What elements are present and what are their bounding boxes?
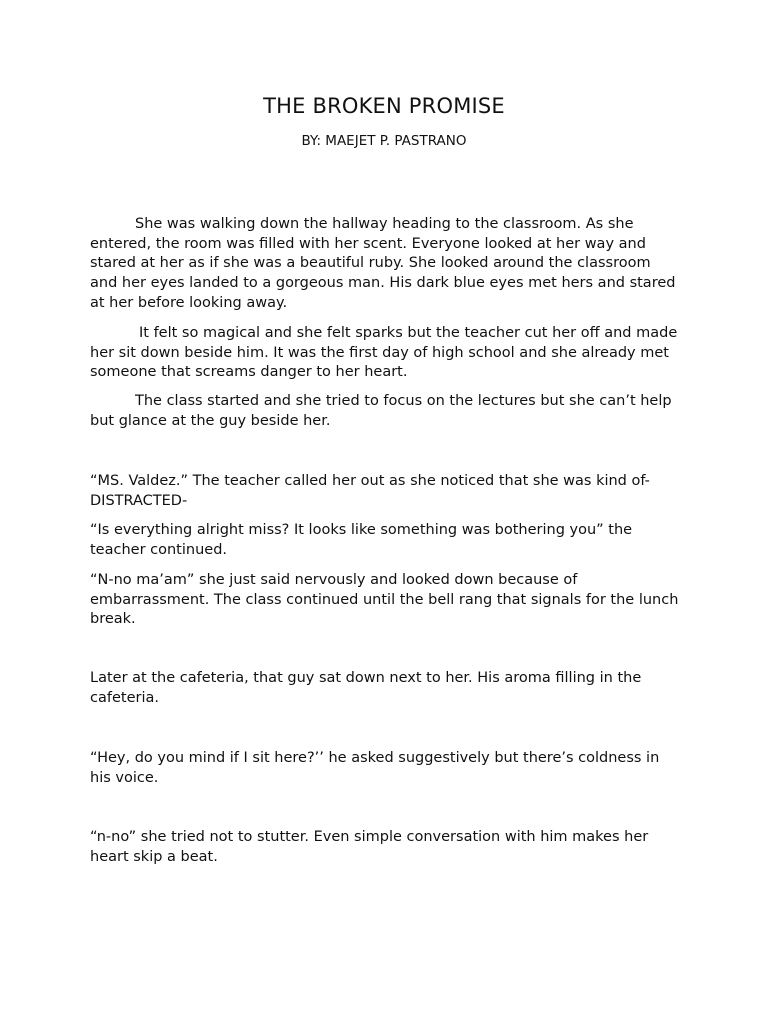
paragraph-1: She was walking down the hallway heading to the classroom. As she entered, the room was filled with her scent. Everyone looked at her way and stared at her as if she was a beautiful ruby. She looked around the classroom and her eyes landed to a gorgeous man. His dark blue eyes met hers and stared at her before looking away.: [90, 216, 676, 311]
paragraph-9: “n-no” she tried not to stutter. Even simple conversation with him makes her heart skip a beat.: [90, 829, 649, 865]
paragraph-4: “MS. Valdez.” The teacher called her out as she noticed that she was kind of-DISTRACTED-: [90, 473, 650, 509]
paragraph-7: Later at the cafeteria, that guy sat down next to her. His aroma filling in the cafeteria.: [90, 670, 642, 706]
paragraph-8: “Hey, do you mind if I sit here?’’ he asked suggestively but there’s coldness in his voice.: [90, 750, 660, 786]
paragraph-5: “Is everything alright miss? It looks like something was bothering you” the teacher continued.: [90, 522, 633, 558]
document-title: THE BROKEN PROMISE: [263, 94, 505, 118]
paragraph-2: It felt so magical and she felt sparks but the teacher cut her off and made her sit down beside him. It was the first day of high school and she already met someone that screams danger to her heart.: [90, 325, 678, 381]
document-author: BY: MAEJET P. PASTRANO: [301, 133, 467, 149]
paragraph-6: “N-no ma’am” she just said nervously and looked down because of embarrassment. The class continued until the bell rang that signals for the lunch break.: [90, 572, 679, 628]
paragraph-3: The class started and she tried to focus on the lectures but she can’t help but glance at the guy beside her.: [90, 393, 672, 429]
